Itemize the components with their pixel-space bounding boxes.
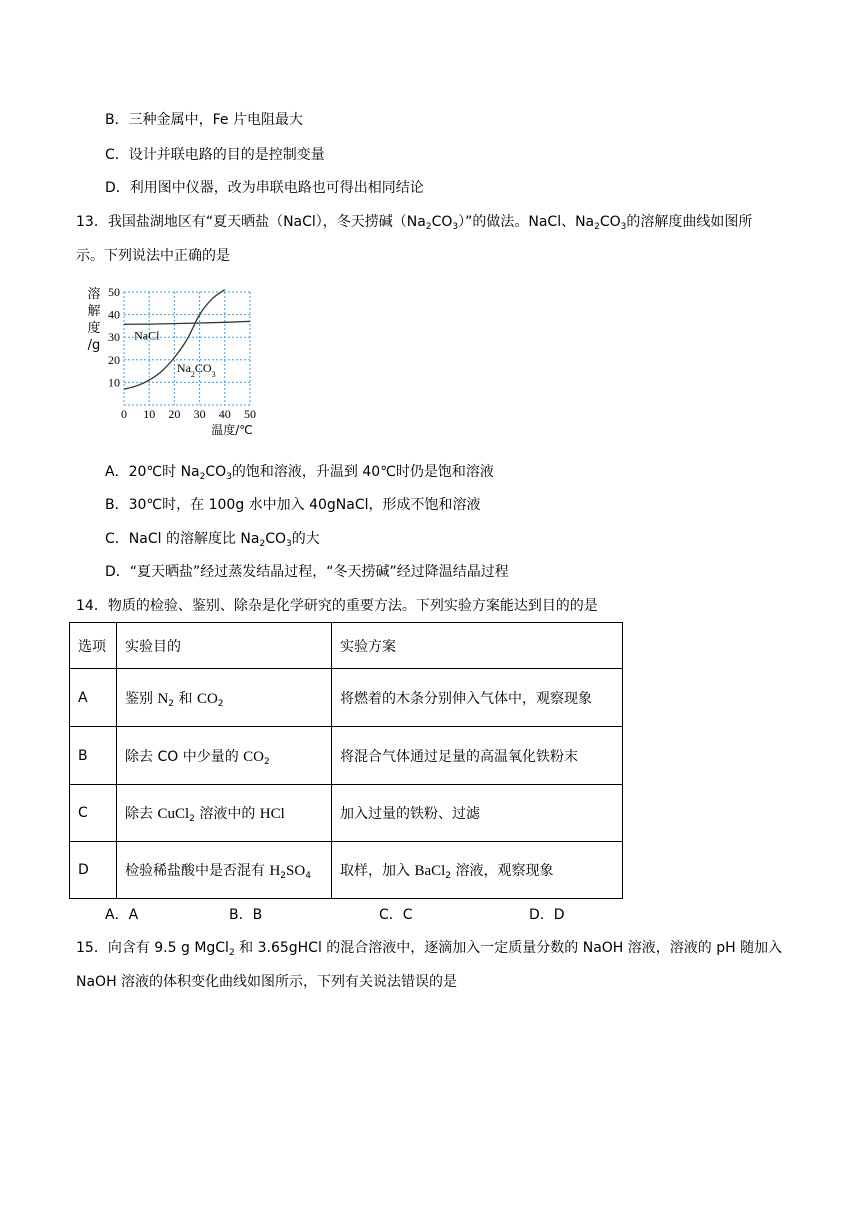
q13-option-c: C．NaCl 的溶解度比 $Na_2CO_3$的大 [105, 531, 320, 549]
row-plan: 加入过量的铁粉、过滤 [332, 785, 623, 842]
y-axis-label: 度 [87, 321, 101, 336]
q14-stem: 14．物质的检验、鉴别、除杂是化学研究的重要方法。下列实验方案能达到目的的是 [76, 598, 598, 614]
na2co3-label: $Na_2CO_3$ [176, 361, 216, 379]
q15-stem-line1: 15．向含有 9.5 g MgCl$_2$ 和 3.65gHCl 的混合溶液中，逐滴加入一定质量分数的 NaOH 溶液，溶液的 pH 随加入 [76, 940, 783, 958]
x-tick-label: 40 [218, 407, 231, 421]
table-header-row [70, 623, 623, 669]
q12-option-c: C．设计并联电路的目的是控制变量 [105, 147, 325, 163]
table-row [70, 842, 623, 899]
row-plan: 取样，加入 BaCl$_2$ 溶液，观察现象 [332, 842, 623, 899]
solubility-chart-svg [80, 280, 270, 440]
q14-option-c: C．C [379, 907, 413, 923]
q13-stem-line2: 示。下列说法中正确的是 [76, 248, 230, 264]
q15-stem-line2: NaOH 溶液的体积变化曲线如图所示，下列有关说法错误的是 [76, 974, 458, 990]
q13-option-d: D．“夏天晒盐”经过蒸发结晶过程，“冬天捞碱”经过降温结晶过程 [105, 564, 509, 580]
y-axis-label: /g [87, 338, 101, 353]
row-purpose: 检验稀盐酸中是否混有 $H_2SO_4$ [117, 842, 332, 899]
table-row [70, 727, 623, 785]
x-tick-label: 20 [168, 407, 181, 421]
x-tick-label: 10 [143, 407, 156, 421]
x-tick-label: 0 [121, 407, 127, 421]
row-key: B [70, 727, 117, 785]
row-key: C [70, 785, 117, 842]
row-purpose: 除去 CO 中少量的 $CO_2$ [117, 727, 332, 785]
q14-table [69, 622, 623, 899]
x-axis-label: 温度/℃ [211, 423, 253, 437]
solubility-chart [80, 280, 270, 440]
row-key: A [70, 669, 117, 727]
y-tick-label: 20 [108, 352, 120, 367]
y-axis-label: 溶 [87, 287, 101, 302]
y-tick-label: 50 [108, 285, 120, 299]
q13-stem-line1: 13．我国盐湖地区有“夏天晒盐（NaCl），冬天捞碱$(Na_2CO_3)$”的做法。NaCl、$Na_2CO_3$的溶解度曲线如图所 [76, 214, 753, 232]
q13-option-a: A．20℃时 $Na_2CO_3$的饱和溶液，升温到 40℃时仍是饱和溶液 [105, 464, 494, 482]
q14-options [0, 904, 860, 924]
nacl-label: NaCl [134, 328, 160, 343]
q14-option-b: B．B [229, 907, 263, 923]
header-option: 选项 [70, 623, 117, 669]
row-purpose: 除去 CuCl$_2$ 溶液中的 HCl [117, 785, 332, 842]
y-tick-label: 40 [108, 307, 120, 322]
q12-option-b: B．三种金属中，Fe 片电阻最大 [105, 112, 303, 128]
y-tick-label: 30 [108, 330, 120, 345]
header-plan: 实验方案 [332, 623, 623, 669]
table-row [70, 785, 623, 842]
nacl-curve [124, 321, 250, 324]
x-tick-label: 30 [193, 407, 206, 421]
header-purpose: 实验目的 [117, 623, 332, 669]
table-row [70, 669, 623, 727]
row-plan: 将燃着的木条分别伸入气体中，观察现象 [332, 669, 623, 727]
row-purpose: 鉴别 $N_2$ 和 $CO_2$ [117, 669, 332, 727]
row-key: D [70, 842, 117, 899]
y-axis-label: 解 [87, 304, 101, 319]
q14-option-a: A．A [105, 907, 139, 923]
q14-option-d: D．D [529, 907, 565, 923]
q12-option-d: D．利用图中仪器，改为串联电路也可得出相同结论 [105, 180, 424, 196]
q13-option-b: B．30℃时，在 100g 水中加入 40gNaCl，形成不饱和溶液 [105, 497, 481, 513]
row-plan: 将混合气体通过足量的高温氧化铁粉末 [332, 727, 623, 785]
y-tick-label: 10 [108, 375, 120, 390]
x-tick-label: 50 [244, 407, 256, 421]
